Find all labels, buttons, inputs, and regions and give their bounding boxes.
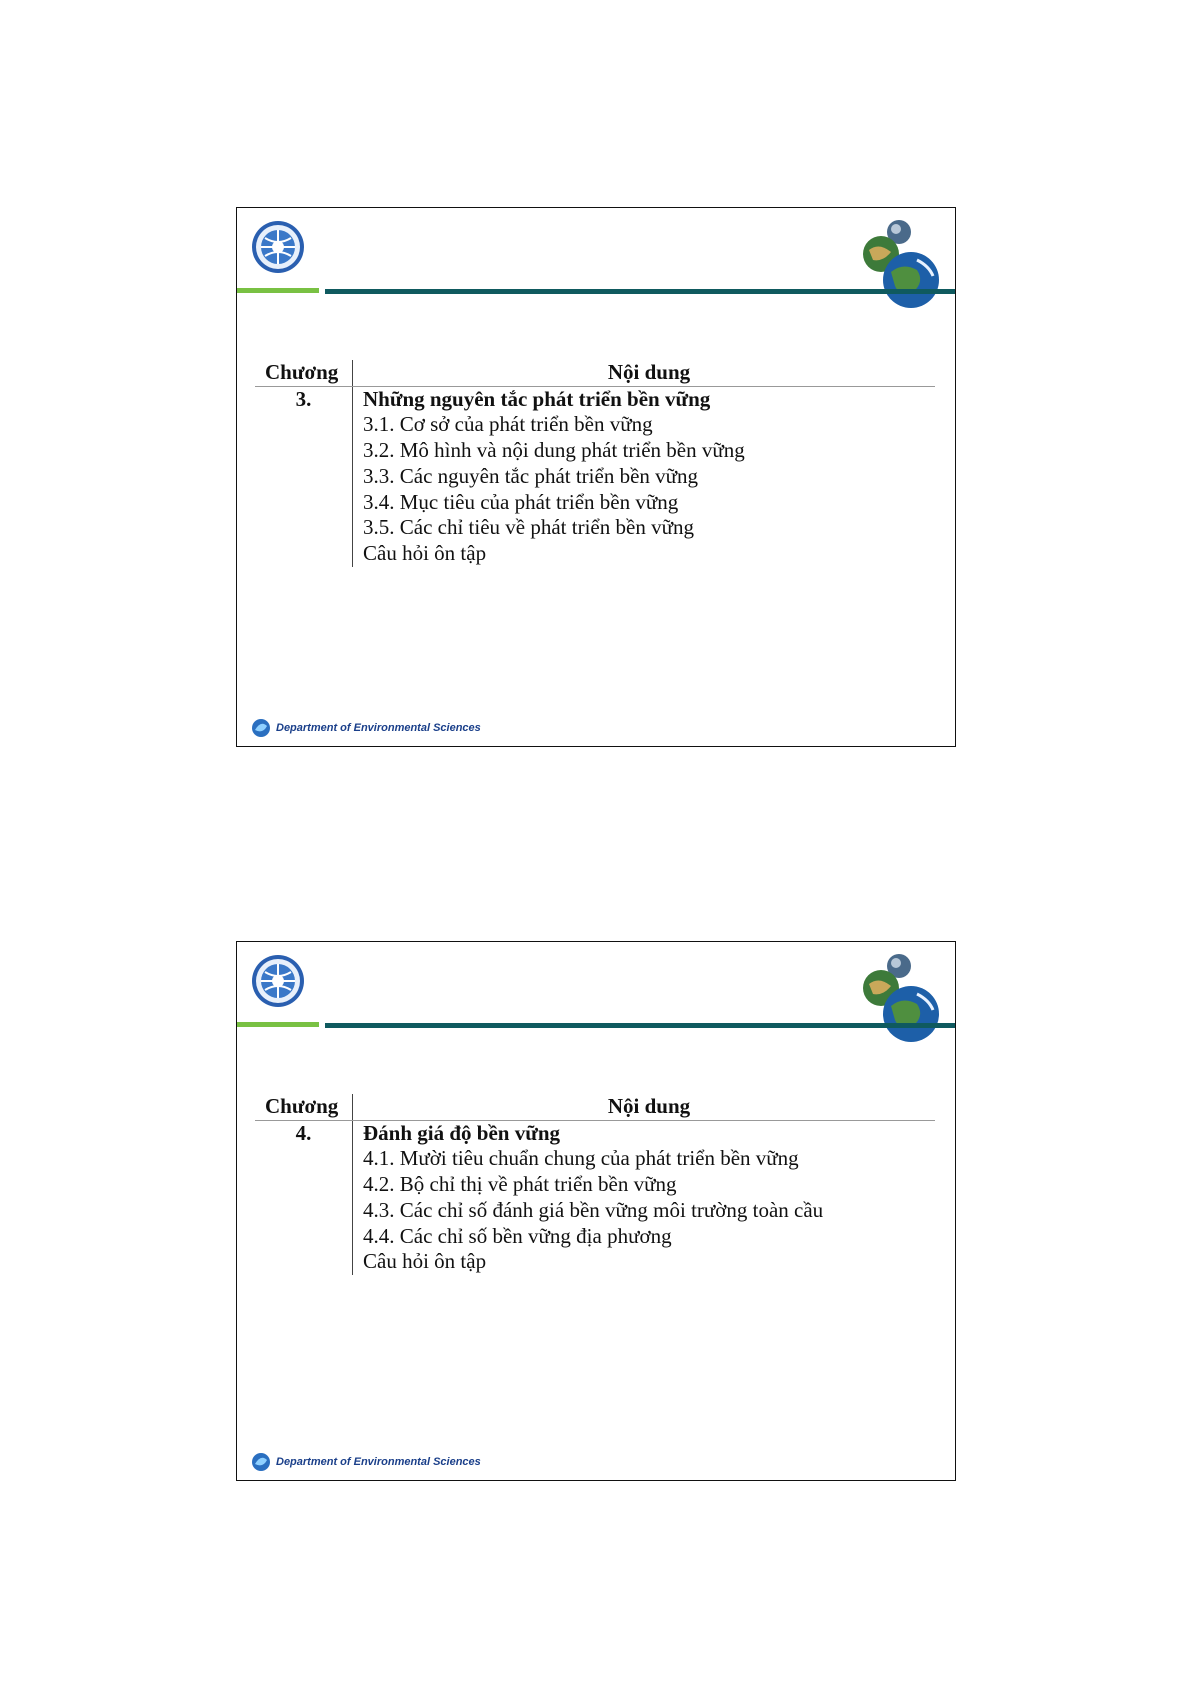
list-item: 4.1. Mười tiêu chuẩn chung của phát triển bền vững xyxy=(363,1146,799,1171)
table-of-contents xyxy=(255,360,935,567)
chapter-contents xyxy=(353,1121,935,1275)
chapter-contents xyxy=(353,387,935,567)
list-item: 4.3. Các chỉ số đánh giá bền vững môi trường toàn cầu xyxy=(363,1197,824,1222)
department-logo-icon xyxy=(251,1452,271,1472)
list-item: Câu hỏi ôn tập xyxy=(363,1249,487,1274)
list-item: Câu hỏi ôn tập xyxy=(363,540,487,565)
table-header xyxy=(255,360,935,387)
table-header xyxy=(255,1094,935,1121)
header-bar-green xyxy=(237,288,319,293)
table-row xyxy=(255,387,935,567)
list-item: 3.5. Các chỉ tiêu về phát triển bền vững xyxy=(363,515,694,540)
globes-icon xyxy=(859,212,941,312)
footer xyxy=(251,1452,481,1472)
chapter-number: 4. xyxy=(255,1121,353,1275)
list-item: 4.2. Bộ chỉ thị về phát triển bền vững xyxy=(363,1172,677,1197)
header-content: Nội dung xyxy=(607,1094,691,1118)
chapter-number: 3. xyxy=(255,387,353,567)
slide-2 xyxy=(236,941,956,1481)
footer-text: Department of Environmental Sciences xyxy=(276,1456,481,1468)
university-seal-icon xyxy=(251,954,305,1008)
list-item: 3.4. Mục tiêu của phát triển bền vững xyxy=(363,489,679,514)
header-bar-teal xyxy=(325,1023,956,1028)
footer-text: Department of Environmental Sciences xyxy=(276,722,481,734)
table-of-contents xyxy=(255,1094,935,1275)
header-chapter: Chương xyxy=(255,360,353,386)
list-item: 3.2. Mô hình và nội dung phát triển bền vững xyxy=(363,438,745,463)
chapter-title: Những nguyên tắc phát triển bền vững xyxy=(363,386,711,411)
globes-icon xyxy=(859,946,941,1046)
header-bar-teal xyxy=(325,289,956,294)
header-content: Nội dung xyxy=(607,360,691,384)
header-bar-green xyxy=(237,1022,319,1027)
header-chapter: Chương xyxy=(255,1094,353,1120)
slide-1 xyxy=(236,207,956,747)
footer xyxy=(251,718,481,738)
list-item: 4.4. Các chỉ số bền vững địa phương xyxy=(363,1223,672,1248)
chapter-title: Đánh giá độ bền vững xyxy=(363,1120,560,1145)
department-logo-icon xyxy=(251,718,271,738)
table-row xyxy=(255,1121,935,1275)
list-item: 3.1. Cơ sở của phát triển bền vững xyxy=(363,412,653,437)
university-seal-icon xyxy=(251,220,305,274)
list-item: 3.3. Các nguyên tắc phát triển bền vững xyxy=(363,463,699,488)
